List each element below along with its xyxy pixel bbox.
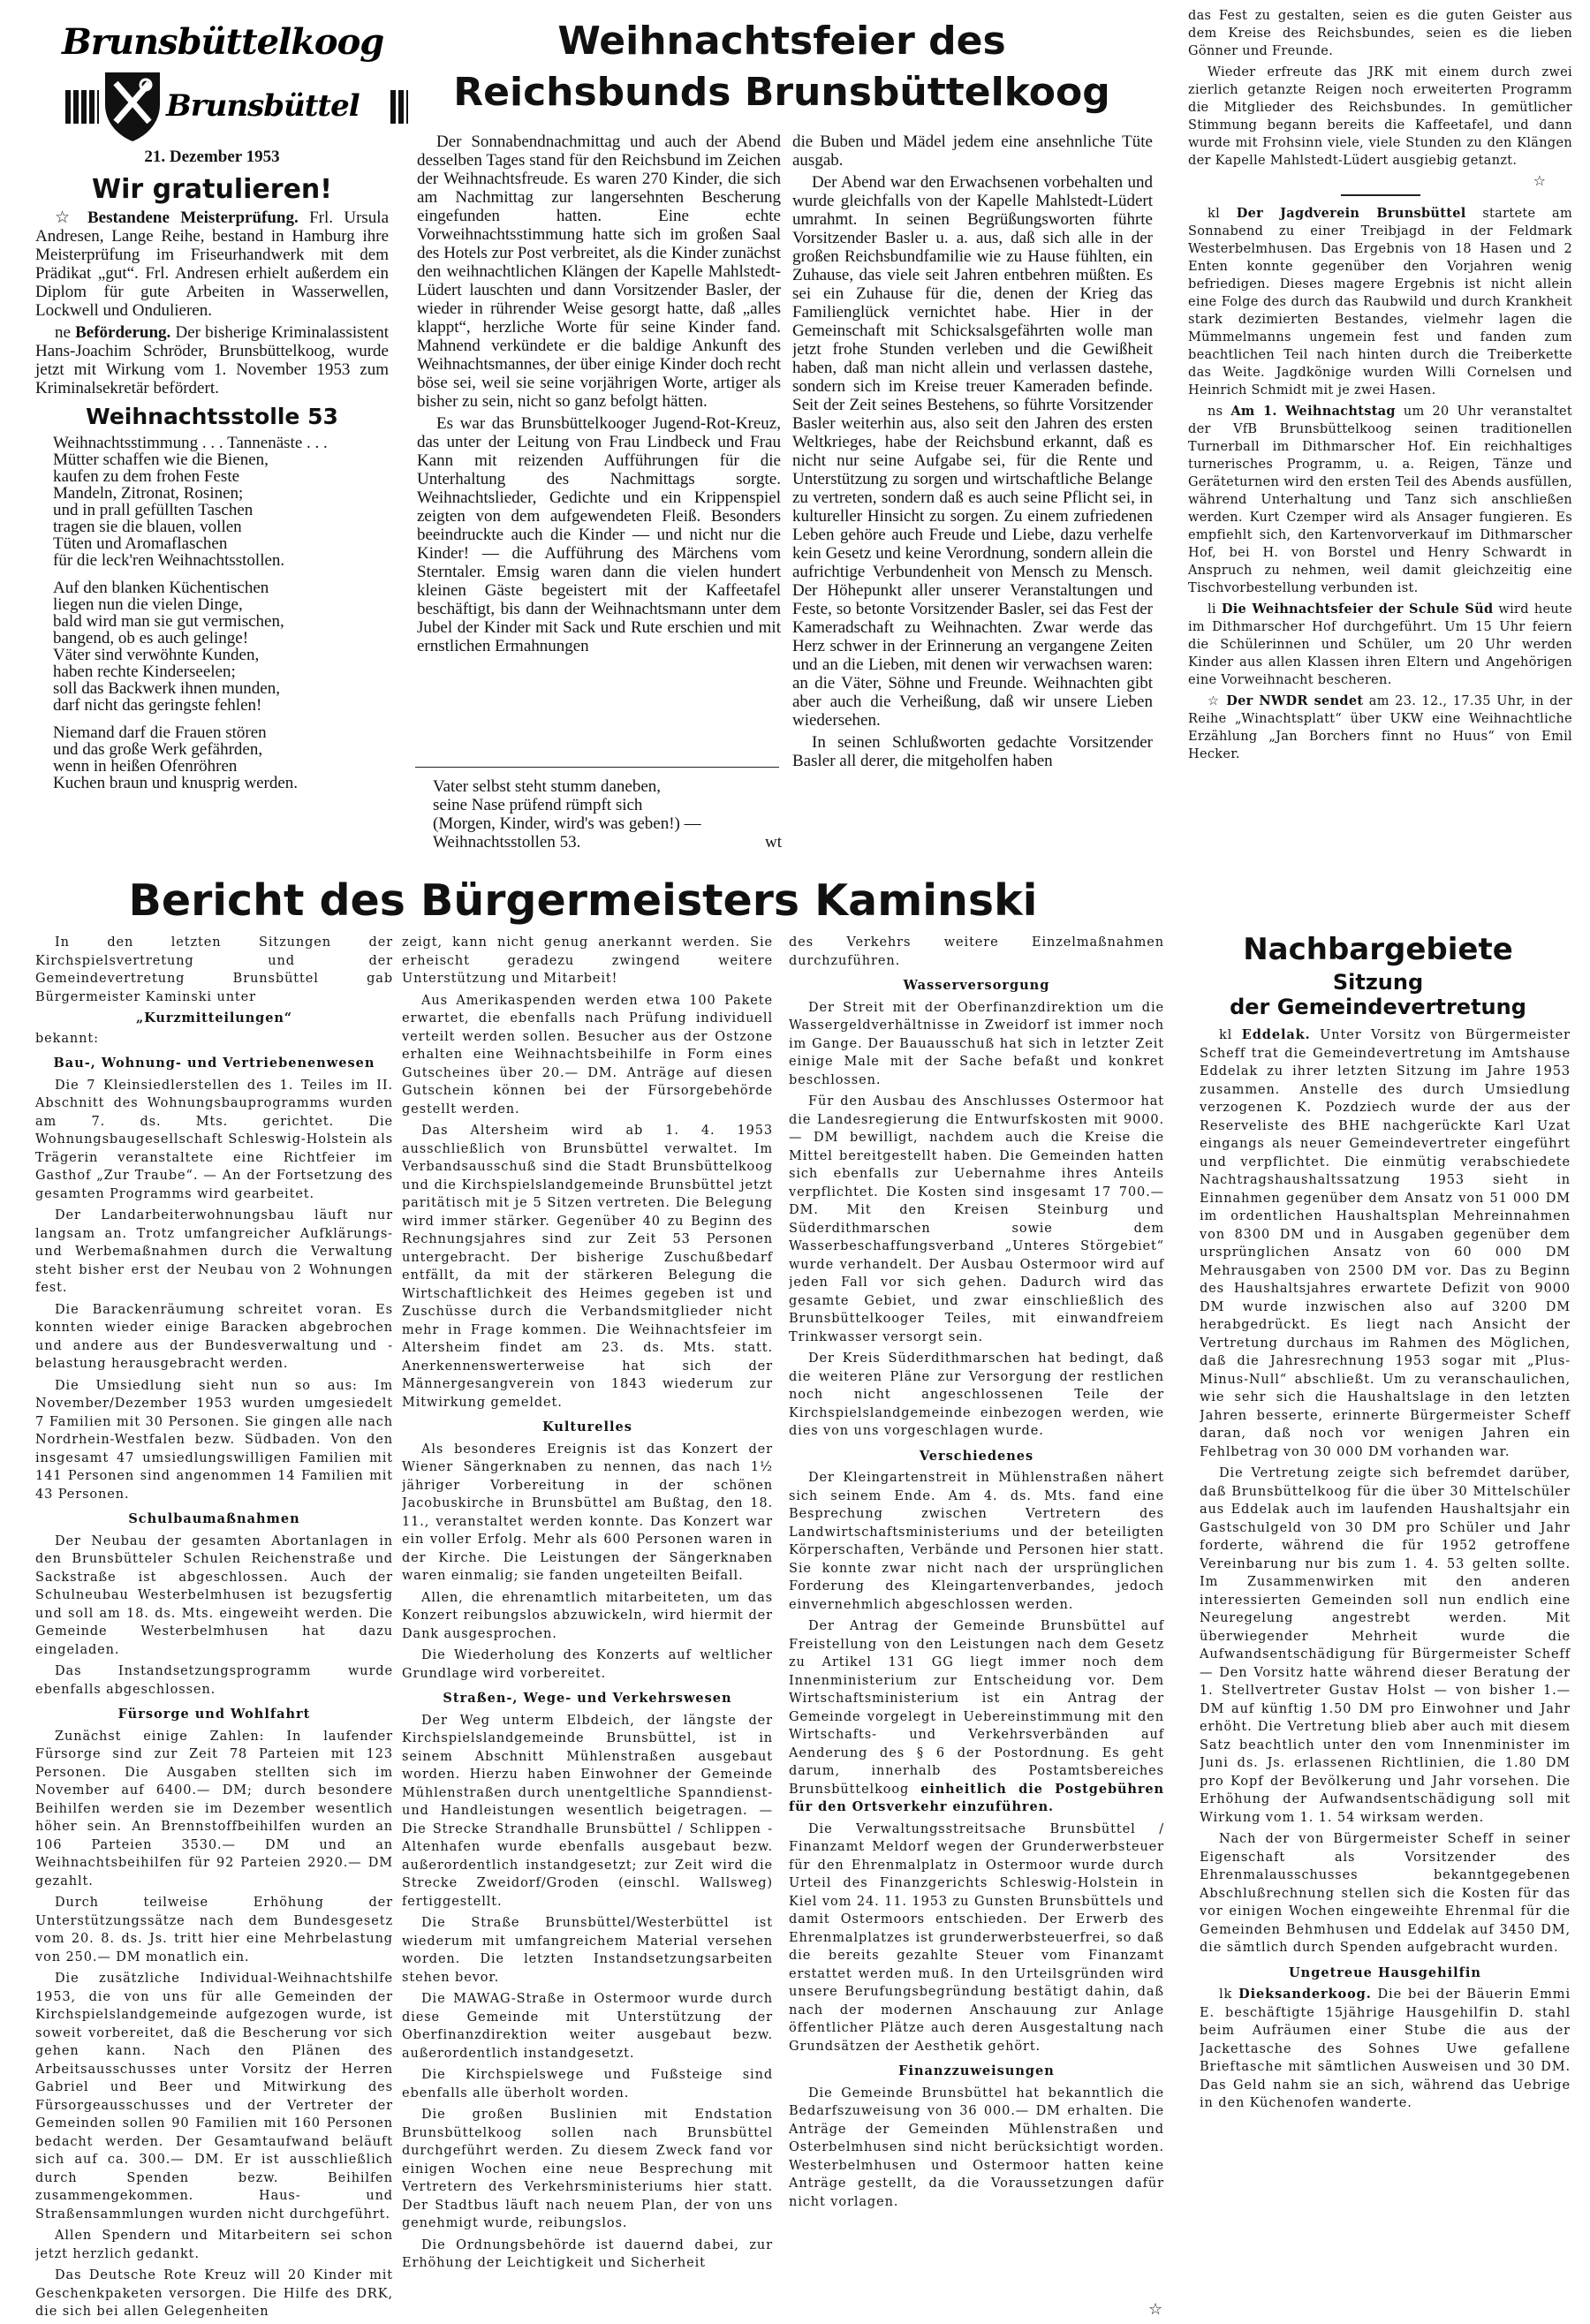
paragraph-lead: Bestandene Meisterprüfung. (87, 208, 299, 227)
paragraph (1188, 693, 1572, 763)
paragraph-text: um 20 Uhr veranstaltet der VfB Brunsbüttelkoog seinen traditionellen Turnerball im Dithmarscher Hof. Ein reichhaltiges turnerisches Programm, u. a. Reigen, Tänze und Geräteturnen wird den ersten Teil des Abends ausfüllen, während Unterhaltung und Tanz sich anschließen werden. Kurt Czemper wird als Ansager fungieren. Es empfiehlt sich, den Kartenvorverkauf im Dithmarscher Hof, bei H. von Borstel und Henry Schwardt in Anspruch zu nehmen, weil damit gleichzeitig eine Tischvorbestellung verbunden ist. (1188, 405, 1572, 595)
paragraph (402, 1712, 773, 1911)
paragraph (402, 2106, 773, 2233)
paragraph-text: Der Weg unterm Elbdeich, der längste der Kirchspielslandgemeinde Brunsbüttel, ist in seinem Abschnitt Mühlenstraßen ausgebaut worden. Hierzu haben Einwohner der Gemeinde Mühlenstraßen durch unentgeltliche Spanndienst- und Handleistungen wesentlich beigetragen. — Die Strecke Strandhalle Brunsbüttel / Schlippen - Altenhafen wurde ebenfalls ausgebaut bezw. außerordentlich instandgesetzt; zur Zeit wird die Strecke Zweidorf/Groden (einschl. Wallsweg) fertiggestellt. (402, 1713, 773, 1909)
paragraph-text: Die Vertretung zeigte sich befremdet darüber, daß Brunsbüttelkoog für die über 30 Mittelschüler aus Eddelak auch im laufenden Haushaltsjahr ein Gastschulgeld von 30 DM pro Schüler und Jahr forderte, während die für 1952 getroffene Vereinbarung nur bis zum 1. 4. 53 gelten sollte. Im Zusammenwirken mit den anderen interessierten Gemeinden soll nun endlich eine Neuregelung angestrebt werden. Mit überwiegender Mehrheit wurde die Aufwandsentschädigung für Bürgermeister Scheff — Den Vorsitz hatte während dieser Beratung der 1. Stellvertreter Gustav Holst — von bisher 1.— DM auf künftig 1.50 DM pro Einwohner und Jahr erhöht. Die Vertretung blieb aber auch mit diesem Satz beachtlich unter den vom Innenminister im Juni ds. Js. erlassenen Richtlinien, die 1.80 DM pro Kopf der Bevölkerung und Jahr vorsehen. Die Erhöhung der Aufwandsentschädigung soll mit Wirkung vom 1. 1. 54 wirksam werden. (1200, 1466, 1571, 1825)
paragraph-text: Der Abend war den Erwachsenen vorbehalten und wurde gleichfalls von der Kapelle Mahlstedt-Lüdert umrahmt. In seinen Begrüßungsworten führte Vorsitzender Basler u. a. aus, daß sich alle in der großen Reichsbundfamilie wie zu Hause fühlten, ein Zuhause, das viele seit Jahren entbehren müßten. Es sei ein Zuhause für die, denen der Krieg das Familienglück vernichtet habe. Hier in der Gemeinschaft mit Schicksalsgefährten wolle man jetzt frohe Stunden verleben und die Gewißheit haben, daß man nicht allein und verlassen dastehe, sondern sich im Kreise treuer Kameraden befinde. Seit der Zeit seines Bestehens, so führte Vorsitzender Basler weiterhin aus, also seit den Jahren des ersten Weltkrieges, habe der Reichsbund erkannt, daß es nicht nur seine Aufgabe sei, für die Rente und Unterstützung zu sorgen und wirtschaftliche Belange zu vertreten, sondern daß es auch seine Pflicht sei, in kultureller Hinsicht zu sorgen. Zu einem zufriedenen Leben gehöre auch Freude und Liebe, dazu verhelfe kein Gesetz und keine Verordnung, sondern allein die aufrichtige Verbundenheit von Mensch zu Mensch. Der Höhepunkt aller unserer Veranstaltungen und Feste, so betonte Vorsitzender Basler, sei das Fest der Kameradschaft zu Weihnachten. Zwar werde das Herz schwer in der Erinnerung an vergangene Zeiten und an die Lieben, mit denen wir verwachsen waren: an die Väter, Söhne und Freunde. Weihnachten gibt aber auch die Verheißung, daß wir unsere Lieben wiedersehen. (792, 173, 1153, 730)
poem-line: für die leck'ren Weihnachtsstollen. (53, 551, 285, 570)
section-subheading: Wasserversorgung (903, 978, 1050, 993)
paragraph-prefix: li (1208, 602, 1222, 617)
paragraph-prefix: lk (1219, 1987, 1239, 2002)
paragraph (35, 1301, 393, 1374)
gratulieren-column (35, 208, 389, 397)
centered-label: „Kurzmitteilungen“ (135, 1011, 293, 1026)
poem-line: liegen nun die vielen Dinge, (53, 595, 243, 614)
poem-line: und in prall gefüllten Taschen (53, 501, 254, 519)
paragraph (35, 934, 393, 1006)
reichsbund-column-a (417, 132, 781, 763)
paragraph-text: Der Landarbeiterwohnungsbau läuft nur langsam an. Trotz umfangreicher Aufklärungs- und Werbemaßnahmen durch die Verwaltung steht bisher erst der Neubau von 2 Wohnungen fest. (35, 1208, 393, 1295)
paragraph (35, 208, 389, 320)
sitzung-subtitle (1184, 970, 1572, 1019)
poem-line: Mütter schaffen wie die Bienen, (53, 450, 269, 469)
paragraph-lead: Am 1. Weihnachtstag (1230, 404, 1396, 419)
poem-line: soll das Backwerk ihnen munden, (53, 679, 280, 698)
reichsbund-column-b (792, 132, 1153, 866)
paragraph (1200, 1465, 1571, 1827)
paragraph-prefix: ne (55, 323, 76, 342)
paragraph-text: die Buben und Mädel jedem eine ansehnliche Tüte ausgab. (792, 132, 1153, 170)
paragraph (1188, 601, 1572, 689)
bericht-headline: Bericht des Bürgermeisters Kaminski (128, 875, 1038, 926)
paragraph-text: Die Verwaltungsstreitsache Brunsbüttel / Finanzamt Meldorf wegen der Grunderwerbsteuer für den Ehrenmalplatz in Ostermoor wurde durch Urteil des Finanzgerichts Schleswig-Holstein in Kiel vom 24. 11. 1953 zu Gunsten Brunsbüttels und damit Ostermoors entschieden. Der Erwerb des Ehrenmalplatzes ist grunderwerbsteuerfrei, so daß die bereits gezahlte Steuer vom Finanzamt erstattet werden muß. In den Urteilsgründen wird unsere Berufungsbegründung bestätigt dahin, daß nach der modernen Anschauung zur Anlage öffentlicher Plätze auch deren Ausgestaltung nach Grundsätzen der Aesthetik gehört. (789, 1821, 1164, 2054)
poem-stanza (53, 724, 389, 791)
poem-stanza (53, 579, 389, 714)
paragraph (1200, 1830, 1571, 1957)
paragraph-text: Es war das Brunsbüttelkooger Jugend-Rot-Kreuz, das unter der Leitung von Frau Lindbeck und Frau Kann mit reizenden Aufführungen für die Unterhaltung des Nachmittags sorgte. Weihnachtslieder, Gedichte und ein Krippenspiel zeigten von dem aufgewendeten Fleiß. Besonders beeindruckte auch die Kinder — und nicht nur die Kinder! — die Aufführung des Märchens vom Sterntaler. Emsig waren dann die vielen hundert kleinen Gäste begeistert mit der Kaffeetafel beschäftigt, bis dann der Weihnachtsmann unter dem Jubel der Kinder mit Sack und Rute erschien und mit ernstlichen Ermahnungen (417, 414, 781, 655)
gratulieren-title: Wir gratulieren! (92, 174, 332, 205)
paragraph-text: Die Straße Brunsbüttel/Westerbüttel ist wiederum mit umfangreichem Material versehen worden. Die letzten Instandsetzungsarbeiten stehen bevor. (402, 1916, 773, 1985)
paragraph (789, 1469, 1164, 1614)
paragraph (789, 1617, 1164, 1817)
paragraph-bold-tail: einheitlich die Postgebühren für den Ortsverkehr einzuführen. (789, 1781, 1164, 1814)
paragraph (35, 1533, 393, 1660)
paragraph-lead: Dieksanderkoog. (1238, 1987, 1372, 2002)
paragraph-text: Die zusätzliche Individual-Weihnachtshilfe 1953, die von uns für alle Gemeinden der Kirchspielslandgemeinde aufgezogen wurde, ist soweit vorbereitet, daß die Bescherung vor sich gehen kann. Nach den Plänen des Arbeitsausschusses unter Vorsitz der Herren Gabriel und Beer und Mitwirkung des Fürsorgeausschusses und der Vertreter der Gemeinden sollen 90 Familien mit 160 Personen bedacht werden. Der Gesamtaufwand beläuft sich auf ca. 300.— DM. Er ist ausschließlich durch Spenden bezw. Beihilfen zusammengekommen. Haus- und Straßensammlungen wurden nicht durchgeführt. (35, 1972, 393, 2222)
poem-divider (415, 767, 779, 768)
paragraph-text: des Verkehrs weitere Einzelmaßnahmen durchzuführen. (789, 935, 1164, 968)
paragraph (789, 999, 1164, 1090)
paragraph (789, 1093, 1164, 1346)
section-subheading: Fürsorge und Wohlfahrt (117, 1707, 311, 1722)
paragraph (402, 1990, 773, 2063)
reichsbund-column-c (1188, 7, 1572, 170)
paragraph-lead: Eddelak. (1241, 1027, 1311, 1042)
stolle-poem (53, 435, 389, 791)
section-subheading: Ungetreue Hausgehilfin (1289, 1964, 1481, 1980)
paragraph-text: Das Altersheim wird ab 1. 4. 1953 ausschließlich von Brunsbüttel verwaltet. Im Verbandsausschuß sind die Stadt Brunsbüttelkoog und die Kirchspielslandgemeinde Brunsbüttel jetzt paritätisch mit je 5 Sitzen vertreten. Die Belegung wird immer stärker. Gegenüber 40 zu Beginn des Rechnungsjahres sind zur Zeit 53 Personen untergebracht. Der bisherige Zuschußbedarf entfällt, da mit der stärkeren Belegung die Wirtschaftlichkeit des Heimes gegeben ist und Zuschüsse durch die Verbandsmitglieder nicht mehr in Frage kommen. Die Weihnachtsfeier im Altersheim findet am 23. ds. Mts. statt. Anerkennenswerterweise hat sich der Männergesangverein von 1843 wiederum zur Mitwirkung gemeldet. (402, 1124, 773, 1410)
paragraph-text: Der Kleingartenstreit in Mühlenstraßen nähert sich seinem Ende. Am 4. ds. Mts. fand eine Besprechung zwischen Vertretern des Landwirtschaftsministeriums und der beteiligten Körperschaften, Verbände und Personen hier statt. Sie konnte zwar nicht nach der ursprünglichen Forderung des Kleingartenverbandes, jedoch einvernehmlich abgeschlossen werden. (789, 1471, 1164, 1612)
paragraph-text: das Fest zu gestalten, seien es die guten Geister aus dem Kreise des Reichsbundes, seien es die lieben Gönner und Freunde. (1188, 9, 1572, 58)
paragraph (402, 1589, 773, 1644)
stolle-title: Weihnachtsstolle 53 (86, 404, 338, 429)
paragraph-text: wird heute im Dithmarscher Hof durchgeführt. Um 15 Uhr feiern die Schülerinnen und Schüler, um 20 Uhr werden Kinder aus allen Klassen ihren Eltern und Angehörigen eine Vorweihnacht bescheren. (1188, 602, 1572, 687)
poem-line: Auf den blanken Küchentischen (53, 579, 269, 597)
paragraph (402, 992, 773, 1119)
poem-line: (Morgen, Kinder, wird's was geben!) — (433, 814, 701, 833)
paragraph-prefix: kl (1219, 1028, 1242, 1042)
poem-line: wenn in heißen Ofenröhren (53, 757, 238, 776)
paragraph (35, 1728, 393, 1891)
paragraph (417, 414, 781, 655)
paragraph-text: Das Deutsche Rote Kreuz will 20 Kinder mit Geschenkpaketen versorgen. Die Hilfe des DRK, die sich bei allen Gelegenheiten (35, 2268, 393, 2319)
paragraph-text: Durch teilweise Erhöhung der Unterstützungssätze nach dem Bundesgesetz vom 20. 8. ds. Js. tritt hier eine Mehrbelastung von 250.— DM monatlich ein. (35, 1896, 393, 1964)
section-subheading: Finanzzuweisungen (898, 2063, 1055, 2078)
paragraph-text: Der bisherige Kriminalassistent Hans-Joachim Schröder, Brunsbüttelkoog, wurde jetzt mit Wirkung vom 1. November 1953 zum Kriminalsekretär befördert. (35, 323, 389, 397)
paragraph-lead: Beförderung. (75, 323, 171, 342)
poem-line: Kuchen braun und knusprig werden. (53, 774, 299, 792)
reichsbund-headline-line2: Reichsbunds Brunsbüttelkoog (453, 70, 1110, 115)
paragraph (417, 132, 781, 411)
paragraph-prefix: ☆ (55, 208, 87, 227)
paragraph-text: Die 7 Kleinsiedlerstellen des 1. Teiles im II. Abschnitt des Wohnungsbauprogramms wurden am 7. ds. Mts. gerichtet. Die Wohnungsbaugesellschaft Schleswig-Holstein als Trägerin veranstaltete eine Richtfeier im Gasthof „Zur Traube“. — An der Fortsetzung des gesamten Programms wird gearbeitet. (35, 1078, 393, 1201)
paragraph (402, 2237, 773, 2273)
paragraph (35, 323, 389, 397)
paragraph (35, 1970, 393, 2223)
paragraph (1188, 403, 1572, 597)
paragraph (792, 173, 1153, 730)
paragraph-text: Die Ordnungsbehörde ist dauernd dabei, zur Erhöhung der Leichtigkeit und Sicherheit (402, 2237, 773, 2270)
paragraph (35, 2267, 393, 2320)
paragraph (1200, 1986, 1571, 2113)
poem-line: Vater selbst steht stumm daneben, (433, 777, 662, 796)
paragraph-text: Zunächst einige Zahlen: In laufender Fürsorge sind zur Zeit 78 Parteien mit 123 Personen. Die Ausgaben stellten sich im November auf 6400.— DM; durch besondere Beihilfen werden sie im Dezember wesentlich höher sein. An Brennstoffbeihilfen wurden an 106 Parteien 3530.— DM und an Weihnachtsbeihilfen für 92 Parteien 2920.— DM gezahlt. (35, 1729, 393, 1889)
paragraph-text: Für den Ausbau des Anschlusses Ostermoor hat die Landesregierung die Entwurfskosten mit 9000.— DM bewilligt, nachdem auch die Kreise die Mittel bereitgestellt haben. Die Gemeinden hatten sich ebenfalls zur Uebernahme ihres Anteils verpflichtet. Die Kosten sind insgesamt 17 700.— DM. Mit den Kreisen Steinburg und Süderdithmarschen sowie dem Wasserbeschaffungsverband „Unteres Störgebiet“ wurde verhandelt. Der Ausbau Ostermoor wird auf jeden Fall vor sich gehen. Dadurch wird das gesamte Gebiet, und zwar einschließlich des Brunsbüttelkooger Teiles, mit einwandfreiem Trinkwasser versorgt sein. (789, 1094, 1164, 1344)
paragraph (35, 1662, 393, 1699)
paragraph-lead: Der Jagdverein Brunsbüttel (1236, 206, 1466, 221)
paragraph (1200, 1026, 1571, 1461)
paragraph (789, 1821, 1164, 2056)
paragraph (789, 1350, 1164, 1441)
paragraph-text: Die Umsiedlung sieht nun so aus: Im November/Dezember 1953 wurden umgesiedelt 7 Familien mit 30 Personen. Sie gingen alle nach Nordrhein-Westfalen bezw. Südbaden. Von den insgesamt 47 umsiedlungswilligen Familien mit 141 Personen sind angenommen 14 Familien mit 43 Personen. (35, 1378, 393, 1502)
end-mark-star-icon: ☆ (1533, 172, 1546, 189)
paragraph (1188, 64, 1572, 170)
paragraph-text: Frl. Ursula Andresen, Lange Reihe, bestand in Hamburg ihre Meisterprüfung im Friseurhandwerk mit dem Prädikat „gut“. Frl. Andresen erhielt außerdem ein Diplom für gute Arbeiten in Wasserwellen, Lockwell und Ondulieren. (35, 208, 389, 320)
bericht-column-3 (789, 934, 1164, 2294)
coat-of-arms-icon (102, 69, 163, 144)
bericht-column-2 (402, 934, 773, 2320)
paragraph-text: Der Neubau der gesamten Abortanlagen in den Brunsbütteler Schulen Reichenstraße und Sackstraße ist abgeschlossen. Auch der Schulneubau Westerbelmhusen ist bezugsfertig und soll am 18. ds. Mts. eingeweiht werden. Die Gemeinde Westerbelmhusen hat dazu eingeladen. (35, 1533, 393, 1657)
paragraph-text: In den letzten Sitzungen der Kirchspielsvertretung und der Gemeindevertretung Brunsbüttel gab Bürgermeister Kaminski unter (35, 935, 393, 1004)
paragraph-text: startete am Sonnabend zu einer Treibjagd in der Feldmark Westerbelmhusen. Das Ergebnis von 18 Hasen und 2 Enten konnte gegenüber den Vorjahren wenig befriedigen. Dieses magere Ergebnis ist nicht allein eine Folge des durch das Raubwild und durch Krankheit stark dezimierten Bestandes, vielmehr lagen die Mümmelmanns ungemein fest und fanden zum beachtlichen Teil nach hinten durch die Treiberkette das Weite. Jagdkönige wurden Willi Cornelsen und Heinrich Schmidt mit je zwei Hasen. (1188, 207, 1573, 397)
paragraph-text: Die Gemeinde Brunsbüttel hat bekanntlich die Bedarfszuweisung von 36 000.— DM erhalten. Die Anträge der Gemeinden Mühlenstraßen und Osterbelmhusen sind nicht berücksichtigt worden. Westerbelmhusen und Ostermoor hatten keine Anträge gestellt, da die Voraussetzungen dafür nicht vorlagen. (789, 2086, 1164, 2209)
logo-bar-right (390, 90, 408, 124)
paragraph-text: am 23. 12., 17.35 Uhr, in der Reihe „Winachtsplatt“ über UKW eine Weihnachtliche Erzählung „Jan Borchers finnt no Huus“ von Emil Hecker. (1188, 694, 1572, 761)
right-column (1188, 7, 1572, 767)
paragraph-text: zeigt, kann nicht genug anerkannt werden. Sie erheischt geradezu zwingend weitere Unterstützung und Mitarbeit! (402, 935, 773, 986)
paragraph-text: Die bei der Bäuerin Emmi E. beschäftigte 15jährige Hausgehilfin D. stahl beim Aufräumen einer Stube die aus der Jackettasche des Sohnes Uwe gefallene Brieftasche mit sämtlichen Ausweisen und 30 DM. Das Geld nahm sie an sich, während das Uebrige in den Küchenofen wanderte. (1200, 1987, 1571, 2110)
section-subheading: Kulturelles (542, 1419, 632, 1435)
left-column (35, 147, 389, 802)
stolle-tail-poem (433, 777, 782, 852)
paragraph-prefix: ☆ (1208, 694, 1227, 708)
paragraph-text: Allen Spendern und Mitarbeitern sei schon jetzt herzlich gedankt. (35, 2229, 393, 2261)
paragraph-text: Der Kreis Süderdithmarschen hat bedingt, daß die weiteren Pläne zur Versorgung der restlichen noch nicht angeschlossenen Teile der Kirchspielslandgemeinde einbezogen werden, wie dies von uns vorgeschlagen wurde. (789, 1351, 1164, 1438)
poem-line: bangend, ob es auch gelinge! (53, 629, 249, 647)
local-news-column (1188, 205, 1572, 763)
paragraph-text: Unter Vorsitz von Bürgermeister Scheff trat die Gemeindevertretung im Amtshause Eddelak zu ihrer letzten Sitzung im Jahre 1953 zusammen. Anstelle des durch Umsiedlung verzogenen K. Pozdziech wurde der aus der Reserveliste des BHE nachgerückte Karl Uzat eingangs als neuer Gemeindevertreter eingeführt und verpflichtet. Die einmütig verabschiedete Nachtragshaushaltssatzung 1953 sieht in Einnahmen gegenüber dem Ansatz von 51 000 DM im ordentlichen Haushaltsplan Mehreinnahmen von 8300 DM und in Ausgaben gegenüber dem ursprünglichen Ansatz von 60 000 DM Mehrausgaben von 2500 DM vor. Das zu Beginn des Haushaltsjahres erwartete Defizit von 9000 DM wurde inzwischen also auf 3200 DM herabgedrückt. Es liegt nach Ansicht der Vertretung durchaus im Rahmen des Möglichen, daß die Jahresrechnung 1953 sogar mit „Plus-Minus-Null“ abschließt. Um zu veranschaulichen, wie sehr sich die Haushaltslage in den letzten Jahren besserte, erinnerte Bürgermeister Scheff daran, daß noch vor wenigen Jahren ein Fehlbetrag von 30 000 DM vorhanden war. (1200, 1028, 1571, 1459)
poem-line: und das große Werk gefährden, (53, 740, 263, 759)
section-subheading: Verschiedenes (919, 1448, 1034, 1464)
paragraph (35, 1030, 393, 1048)
logo-bar-left (65, 90, 99, 124)
poem-line: Väter sind verwöhnte Kunden, (53, 646, 260, 664)
paragraph (402, 1122, 773, 1412)
poem-line: seine Nase prüfend rümpft sich (433, 796, 643, 814)
paragraph-lead: Die Weihnachtsfeier der Schule Süd (1221, 602, 1494, 617)
paragraph-prefix: kl (1208, 207, 1237, 221)
paragraph (35, 1377, 393, 1504)
poem-line: tragen sie die blauen, vollen (53, 518, 242, 536)
nachbargebiete-title: Nachbargebiete (1243, 932, 1513, 967)
reichsbund-headline-line1: Weihnachtsfeier des (557, 19, 1006, 64)
poem-line: bald wird man sie gut vermischen, (53, 612, 284, 631)
poem-line: Weihnachtsstollen 53. (433, 833, 581, 852)
bericht-end-star-icon: ☆ (1148, 2300, 1163, 2319)
reichsbund-headline (406, 16, 1157, 118)
paragraph-text: Aus Amerikaspenden werden etwa 100 Pakete erwartet, die ebenfalls nach Prüfung individuell verteilt werden sollen. Besucher aus der Ostzone erhalten eine Weihnachtsbeihilfe in Form eines Gutscheines über 20.— DM. Anträge auf diesen Gutschein können bei der Fürsorgebehörde gestellt werden. (402, 993, 773, 1117)
paragraph (35, 1894, 393, 1966)
paragraph-text: Das Instandsetzungsprogramm wurde ebenfalls abgeschlossen. (35, 1664, 393, 1697)
poem-line: Tüten und Aromaflaschen (53, 534, 228, 553)
paragraph-text: Die Barackenräumung schreitet voran. Es konnten wieder einige Baracken abgebrochen und andere aus der Bundesverwaltung und -belastung herausgebracht werden. (35, 1302, 393, 1371)
section-divider (1341, 194, 1420, 196)
paragraph (792, 132, 1153, 170)
paragraph (789, 934, 1164, 970)
paragraph-text: In seinen Schlußworten gedachte Vorsitzender Basler all derer, die mitgeholfen haben (792, 733, 1153, 770)
sitzung-subtitle-line1: Sitzung (1332, 970, 1424, 995)
paragraph (402, 1646, 773, 1683)
paragraph-text: Die Kirchspielswege und Fußsteige sind ebenfalls alle überholt worden. (402, 2068, 773, 2101)
paragraph (402, 1441, 773, 1586)
paragraph-text: Der Streit mit der Oberfinanzdirektion um die Wassergeldverhältnisse in Zweidorf ist immer noch im Gange. Der Bauausschuß hat sich in letzter Zeit einige Male mit der Sache befaßt und konkret beschlossen. (789, 1000, 1164, 1087)
paragraph-text: Die Wiederholung des Konzerts auf weltlicher Grundlage wird vorbereitet. (402, 1648, 773, 1681)
paragraph-prefix: ns (1208, 405, 1231, 419)
paragraph (1188, 205, 1572, 399)
logo-line-brunsbuettelkoog: Brunsbüttelkoog (62, 21, 384, 63)
issue-date: 21. Dezember 1953 (144, 148, 280, 166)
paragraph-text: Nach der von Bürgermeister Scheff in seiner Eigenschaft als Vorsitzender des Ehrenmalausschusses bekanntgegebenen Abschlußrechnung stellen sich die Kosten für das vor einigen Wochen eingeweihte Ehrenmal für die Gemeinden Behmhusen und Eddelak auf 3450 DM, die sämtlich durch Spenden aufgebracht wurden. (1200, 1832, 1571, 1955)
paragraph-text: Der Antrag der Gemeinde Brunsbüttel auf Freistellung von den Leistungen nach dem Gesetz zu Artikel 131 GG liegt immer noch dem Innenministerium zur Entscheidung vor. Dem Wirtschaftsministerium ist ein Antrag der Gemeinde vorgelegt in Uebereinstimmung mit den Wirtschafts- und Verkehrsverbänden auf Aenderung des § 6 der Postordnung. Es geht darum, innerhalb des Postamtsbereiches Brunsbüttelkoog (789, 1619, 1164, 1797)
paragraph (402, 934, 773, 988)
paragraph-text: Die großen Buslinien mit Endstation Brunsbüttelkoog sollen nach Brunsbüttel durchgeführt werden. Zu diesem Zweck fand vor einigen Wochen eine neue Besprechung mit Vertretern des Verkehrsministeriums hier statt. Der Stadtbus läuft nach neuem Plan, der von uns genehmigt wurde, reibungslos. (402, 2108, 773, 2230)
poem-line: Mandeln, Zitronat, Rosinen; (53, 484, 244, 503)
paragraph (35, 1207, 393, 1298)
sitzung-subtitle-line2: der Gemeindevertretung (1230, 995, 1526, 1019)
section-subheading: Schulbaumaßnahmen (128, 1511, 300, 1526)
poem-line: Weihnachtsstimmung . . . Tannenäste . . . (53, 434, 328, 452)
stolle-signature: wt (765, 833, 782, 852)
paragraph-text: Allen, die ehrenamtlich mitarbeiteten, um das Konzert reibungslos abzuwickeln, wird hiermit der Dank ausgesprochen. (402, 1590, 773, 1641)
poem-line: haben rechte Kinderseelen; (53, 662, 236, 681)
paragraph-text: Als besonderes Ereignis ist das Konzert der Wiener Sängerknaben zu nennen, das nach 1½ jähriger Vorbereitung in der schönen Jacobuskirche in Brunsbüttel am Bußtag, den 18. 11., veranstaltet werden konnte. Das Konzert war ein voller Erfolg. Mehr als 600 Personen waren in der Kirche. Die Leistungen der Sängerknaben waren einmalig; sie fanden ungeteilten Beifall. (402, 1442, 773, 1583)
poem-stanza (53, 435, 389, 569)
paragraph (1188, 7, 1572, 60)
paragraph-text: Wieder erfreute das JRK mit einem durch zwei zierlich getanzte Reigen noch erweiterten Programm die Mitglieder des Reichsbundes. In gemütlicher Stimmung begann bereits die Kaffeetafel, und dann wurde mit Frohsinn viele, viele Stunden zu den Klängen der Kapelle Mahlstedt-Lüdert ausgiebig getanzt. (1188, 65, 1572, 168)
paragraph (402, 1914, 773, 1987)
nachbargebiete-column (1200, 1026, 1571, 2175)
paragraph-lead: Der NWDR sendet (1226, 693, 1364, 708)
paragraph (792, 733, 1153, 770)
poem-line: darf nicht das geringste fehlen! (53, 696, 262, 715)
paragraph-text: Der Sonnabendnachmittag und auch der Abend desselben Tages stand für den Reichsbund im Zeichen der Weihnachtsfreude. Es waren 270 Kinder, die sich am Nachmittag zur langersehnten Bescherung eingefunden hatten. Eine echte Vorweihnachtsstimmung hatte sich im großen Saal des Hotels zur Post verbreitet, als die Kinder zunächst den weihnachtlichen Klängen der Kapelle Mahlstedt-Lüdert lauschten und dann Vorsitzender Basler, der wieder in rührender Weise gesorgt hatte, daß „alles klappt“, herzliche Worte für seine Kinder fand. Mahnend verkündete er die baldige Ankunft des Weihnachtsmannes, der über einige Kinder doch recht böse sei, weil sie seine vorjährigen Worte, artiger als bisher zu sein, nicht so ganz befolgt hätten. (417, 132, 781, 411)
section-subheading: Bau-, Wohnung- und Vertriebenenwesen (53, 1056, 375, 1071)
paragraph-text: bekannt: (35, 1031, 99, 1046)
poem-line: Niemand darf die Frauen stören (53, 723, 267, 742)
paragraph (402, 2066, 773, 2102)
masthead-logo (53, 18, 406, 141)
paragraph-text: Die MAWAG-Straße in Ostermoor wurde durch diese Gemeinde mit Unterstützung der Oberfinanzdirektion weiter ausgebaut bezw. außerordentlich instandgesetzt. (402, 1992, 773, 2061)
bericht-column-1 (35, 934, 393, 2320)
paragraph (35, 1077, 393, 1204)
paragraph (35, 2227, 393, 2263)
poem-line: kaufen zu dem frohen Feste (53, 467, 240, 486)
logo-line-brunsbuettel: Brunsbüttel (166, 88, 360, 124)
paragraph (789, 2085, 1164, 2212)
section-subheading: Straßen-, Wege- und Verkehrswesen (443, 1691, 732, 1706)
